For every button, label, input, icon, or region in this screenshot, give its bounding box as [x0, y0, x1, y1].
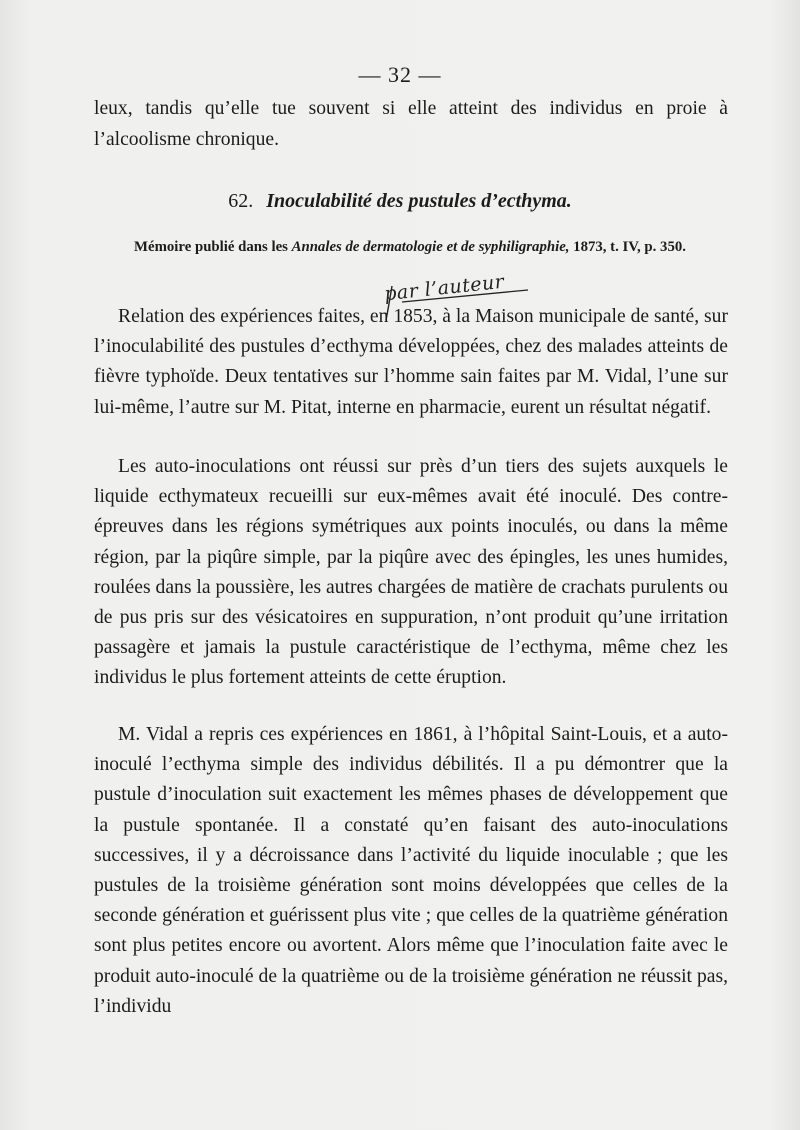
publication-prefix: Mémoire publié dans les [134, 239, 292, 255]
paragraph-1-rest: en 1853, à la Maison municipale de santé, sur l’inoculabilité des pustules d’ecthyma développées, chez des malades atteints de fièvre typhoïde. Deux tentatives sur l’homme sain faites par M. Vidal, l’une sur lui-même, l’autre sur M. Pitat, interne en pharmacie, eurent un résultat négatif. [94, 306, 728, 418]
publication-note [110, 236, 710, 259]
paragraph-2: Les auto-inoculations ont réussi sur près d’un tiers des sujets auxquels le liquide ecthymateux recueilli sur eux-mêmes avait été inoculé. Des contre-épreuves dans les régions symétriques aux points inoculés, ou dans la même région, par la piqûre simple, par la piqûre avec des épingles, les unes humides, roulées dans la poussière, les autres chargées de matière de crachats purulents ou de pus pris sur des vésicatoires en suppuration, n’ont produit qu’une irritation passagère et jamais la pustule caractéristique de l’ecthyma, même chez les individus le plus fortement atteints de cette éruption. [94, 456, 728, 689]
page-number: — 32 — [358, 62, 442, 87]
section-number: 62. [228, 190, 254, 212]
journal-title: Annales de dermatologie et de syphiligraphie, [291, 239, 570, 255]
section-heading [0, 190, 800, 213]
paragraph-1 [94, 302, 728, 423]
paragraph-1-start: Relation des expériences faites, [118, 306, 370, 327]
intro-paragraph: leux, tandis qu’elle tue souvent si elle atteint des individus en proie à l’alcoolisme chronique. [94, 98, 728, 150]
handwritten-annotation: par l’auteur [383, 270, 506, 306]
publication-suffix: 1873, t. IV, p. 350. [569, 239, 686, 255]
paragraph-3: M. Vidal a repris ces expériences en 1861, à l’hôpital Saint-Louis, et a auto-inoculé l’ecthyma simple des individus débilités. Il a pu démontrer que la pustule d’inoculation suit exactement les mêmes phases de développement que la pustule spontanée. Il a constaté qu’en faisant des auto-inoculations successives, il y a décroissance dans l’activité du liquide inoculable ; que les pustules de la troisième génération sont moins développées que celles de la seconde génération et guérissent plus vite ; que celles de la quatrième génération sont plus petites encore ou avortent. Alors même que l’inoculation faite avec le produit auto-inoculé de la quatrième ou de la troisième génération ne réussit pas, l’individu [94, 724, 728, 1017]
section-title: Inoculabilité des pustules d’ecthyma. [266, 190, 572, 212]
